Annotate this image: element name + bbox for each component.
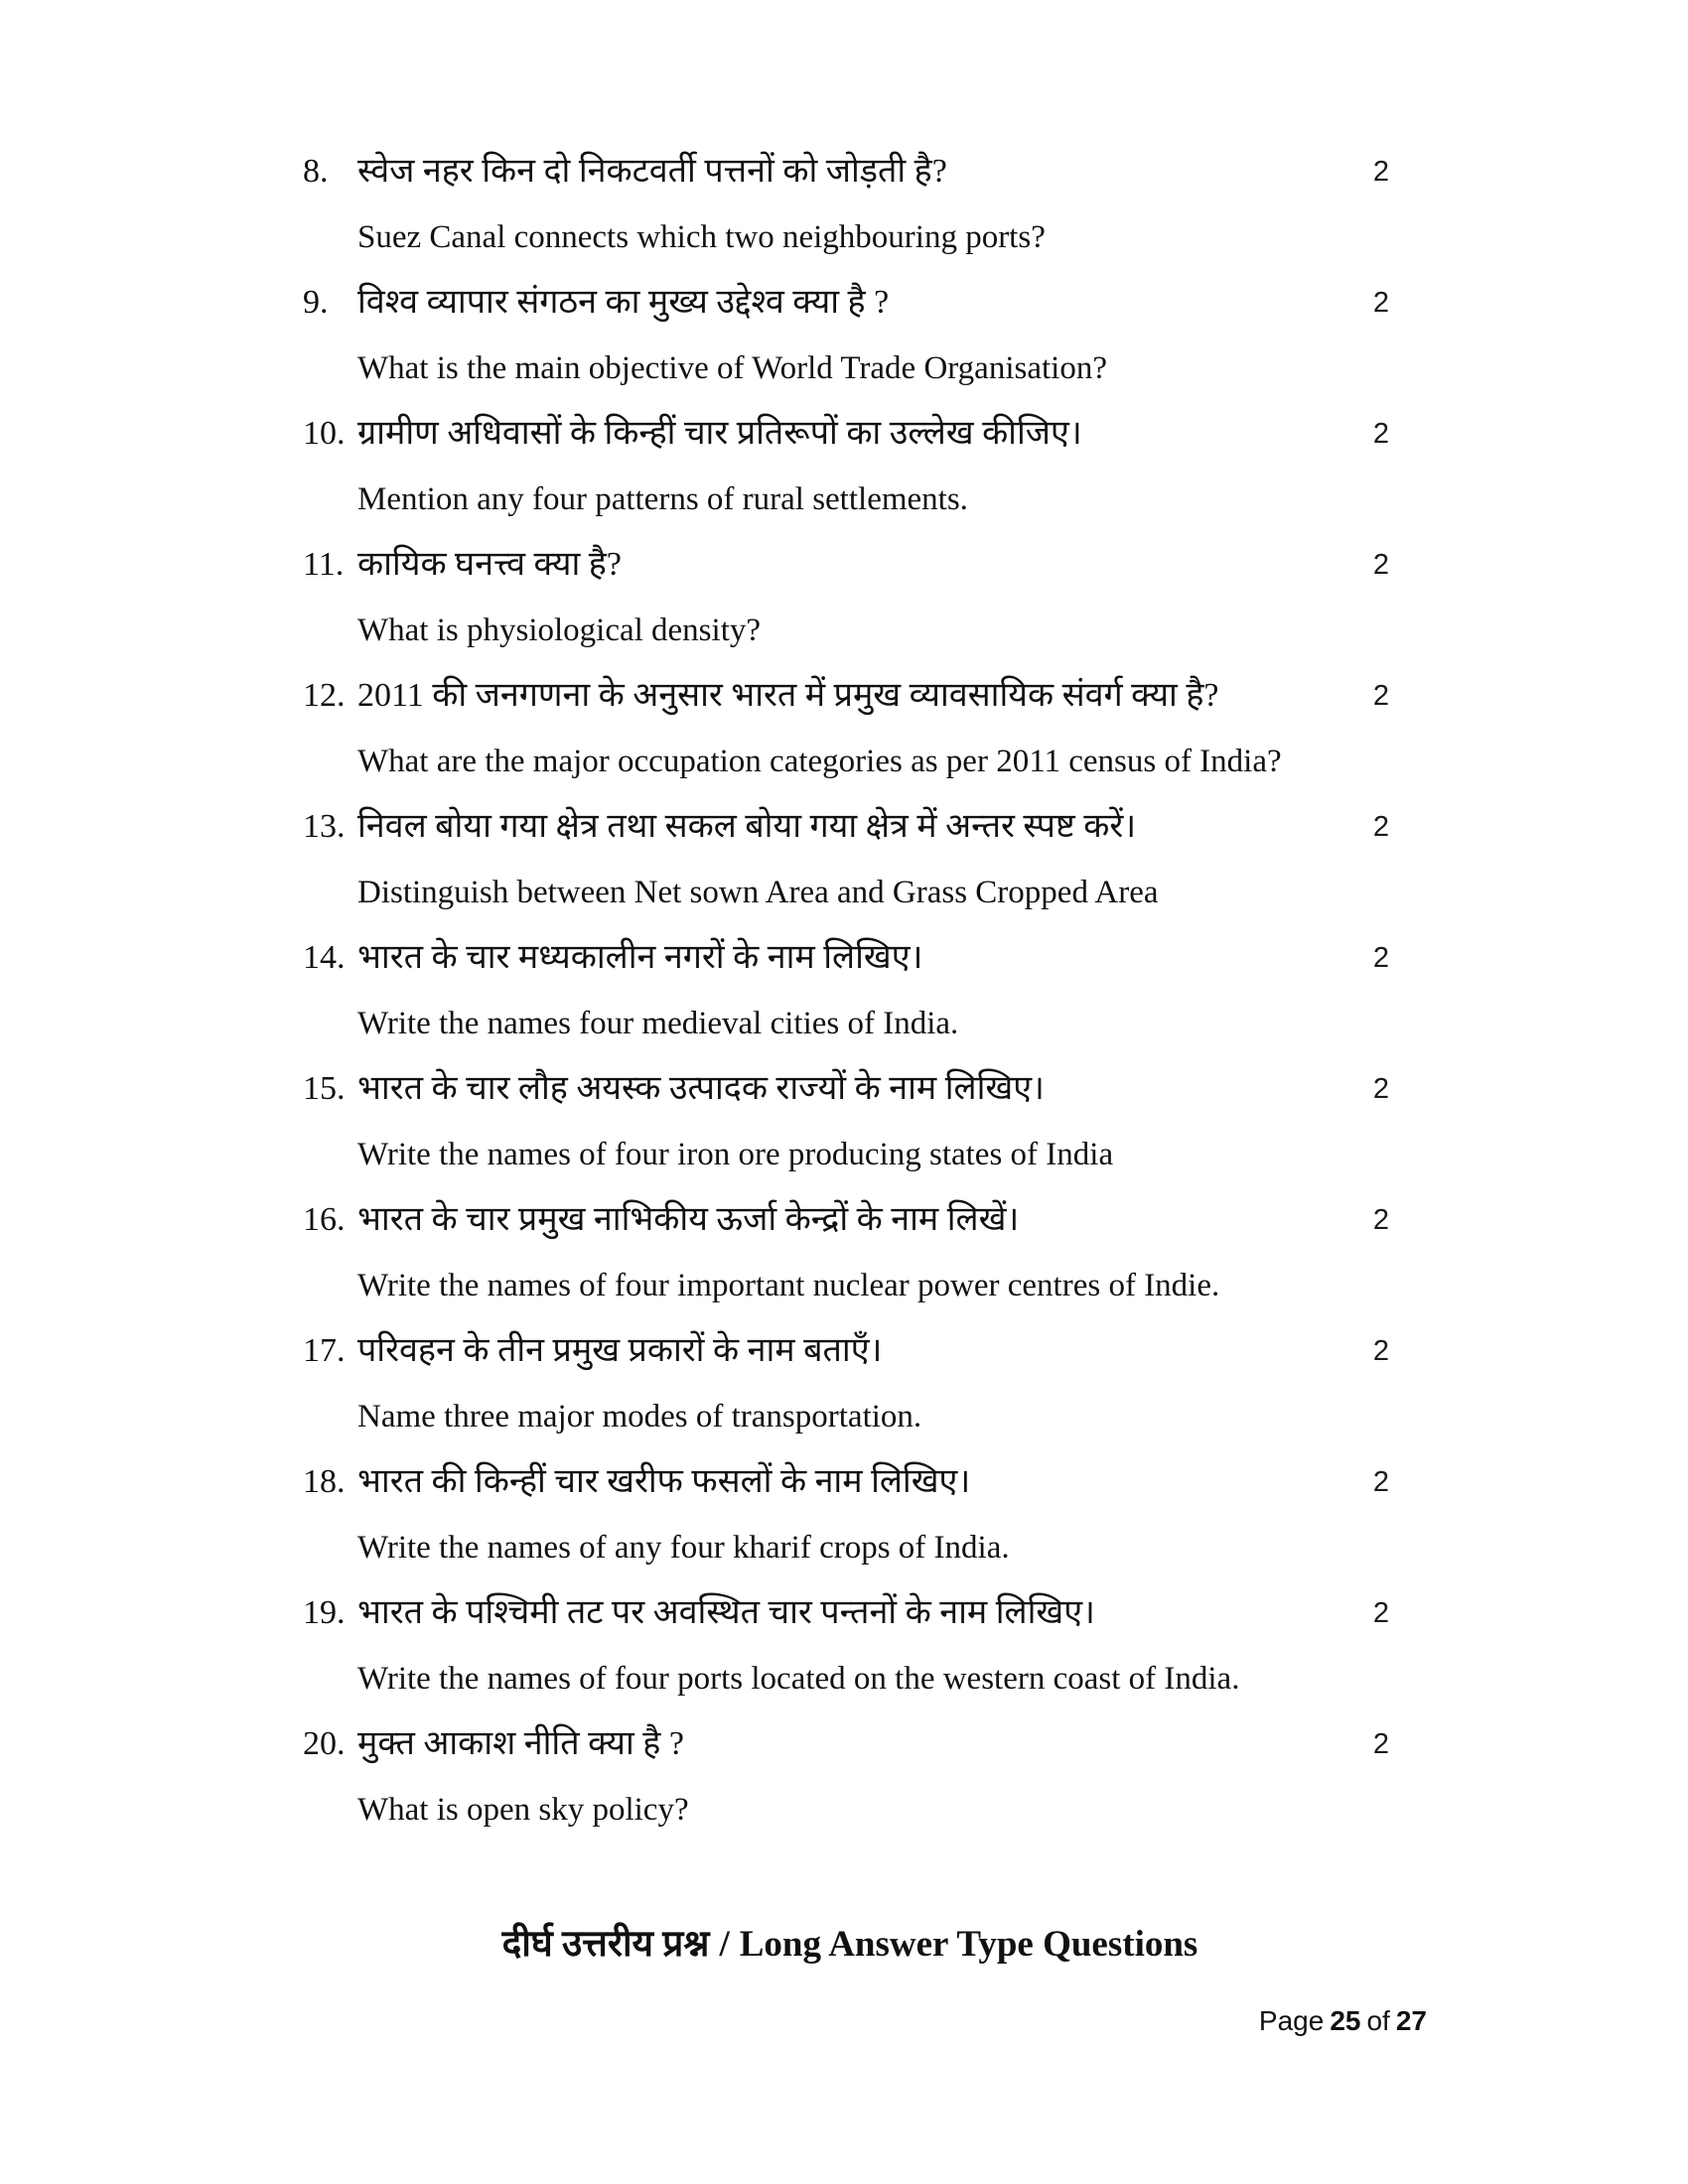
page-number-total: 27: [1395, 2005, 1427, 2036]
question-text-hindi: निवल बोया गया क्षेत्र तथा सकल बोया गया क्षेत्र में अन्तर स्पष्ट करें।: [357, 808, 1137, 845]
question-number: 14.: [303, 939, 346, 976]
question-hindi-line: [303, 794, 1397, 860]
question-item: [303, 794, 1397, 925]
question-english-line: [303, 729, 1397, 794]
question-item: [303, 1580, 1397, 1711]
question-hindi-line: [303, 925, 1397, 991]
question-text-english: What is physiological density?: [357, 613, 762, 648]
question-item: [303, 401, 1397, 532]
question-hindi-line: [303, 401, 1397, 467]
question-text-hindi: भारत के पश्चिमी तट पर अवस्थित चार पन्तनों के नाम लिखिए।: [357, 1594, 1095, 1631]
question-english-line: [303, 991, 1397, 1056]
page-number-of: of: [1366, 2005, 1390, 2036]
question-number: 9.: [303, 284, 329, 321]
question-number: 11.: [303, 546, 345, 583]
question-english-line: [303, 860, 1397, 925]
section-heading: [303, 1912, 1397, 1978]
question-text-hindi: भारत की किन्हीं चार खरीफ फसलों के नाम लिखिए।: [357, 1463, 971, 1500]
question-hindi-line: [303, 532, 1397, 598]
question-marks: 2: [1372, 1073, 1389, 1105]
question-marks: 2: [1372, 156, 1389, 188]
question-list: [303, 139, 1397, 1978]
section-heading-hindi: दीर्घ उत्तरीय प्रश्न: [501, 1924, 710, 1965]
question-english-line: [303, 1253, 1397, 1318]
question-item: [303, 1318, 1397, 1449]
question-marks: 2: [1372, 418, 1389, 450]
question-item: [303, 270, 1397, 401]
question-english-line: [303, 1646, 1397, 1711]
question-text-hindi: ग्रामीण अधिवासों के किन्हीं चार प्रतिरूपों का उल्लेख कीजिए।: [357, 415, 1082, 452]
question-text-hindi: परिवहन के तीन प्रमुख प्रकारों के नाम बताएँ।: [357, 1332, 883, 1369]
question-english-line: [303, 1777, 1397, 1843]
question-marks: 2: [1372, 680, 1389, 712]
question-number: 12.: [303, 677, 346, 714]
question-item: [303, 663, 1397, 794]
question-english-line: [303, 598, 1397, 663]
question-english-line: [303, 1515, 1397, 1580]
question-english-line: [303, 1122, 1397, 1187]
question-number: 18.: [303, 1463, 346, 1500]
question-item: [303, 1187, 1397, 1318]
question-item: [303, 1056, 1397, 1187]
question-marks: 2: [1372, 942, 1389, 974]
question-hindi-line: [303, 1449, 1397, 1515]
question-english-line: [303, 205, 1397, 270]
question-number: 15.: [303, 1070, 346, 1107]
question-number: 8.: [303, 153, 329, 190]
page-number-prefix: Page: [1258, 2005, 1325, 2036]
question-number: 20.: [303, 1725, 346, 1762]
question-text-hindi: मुक्त आकाश नीति क्या है ?: [357, 1725, 684, 1762]
question-text-hindi: स्वेज नहर किन दो निकटवर्ती पत्तनों को जोड़ती है?: [357, 153, 947, 190]
question-text-english: Suez Canal connects which two neighbouring ports?: [357, 219, 1046, 255]
question-hindi-line: [303, 270, 1397, 336]
question-text-hindi: भारत के चार लौह अयस्क उत्पादक राज्यों के नाम लिखिए।: [357, 1070, 1045, 1107]
question-item: [303, 925, 1397, 1056]
question-text-english: What is the main objective of World Trade Organisation?: [357, 350, 1107, 386]
question-text-hindi: भारत के चार प्रमुख नाभिकीय ऊर्जा केन्द्रों के नाम लिखें।: [357, 1201, 1020, 1238]
question-hindi-line: [303, 1580, 1397, 1646]
question-text-english: What are the major occupation categories as per 2011 census of India?: [357, 744, 1282, 779]
question-text-english: Write the names of four iron ore producing states of India: [357, 1137, 1114, 1172]
question-marks: 2: [1372, 1204, 1389, 1236]
question-text-english: Write the names of any four kharif crops of India.: [357, 1530, 1010, 1566]
question-item: [303, 1711, 1397, 1843]
question-english-line: [303, 1384, 1397, 1449]
question-text-english: Write the names of four important nuclear power centres of Indie.: [357, 1268, 1220, 1303]
question-number: 19.: [303, 1594, 346, 1631]
question-text-english: Mention any four patterns of rural settlements.: [357, 481, 968, 517]
question-hindi-line: [303, 1187, 1397, 1253]
question-hindi-line: [303, 1711, 1397, 1777]
question-text-english: Write the names four medieval cities of India.: [357, 1006, 959, 1041]
question-hindi-line: [303, 663, 1397, 729]
question-marks: 2: [1372, 549, 1389, 581]
question-hindi-line: [303, 139, 1397, 205]
question-number: 10.: [303, 415, 346, 452]
question-english-line: [303, 336, 1397, 401]
question-item: [303, 532, 1397, 663]
question-marks: 2: [1372, 811, 1389, 843]
question-item: [303, 1449, 1397, 1580]
question-marks: 2: [1372, 287, 1389, 319]
question-marks: 2: [1372, 1597, 1389, 1629]
question-number: 17.: [303, 1332, 346, 1369]
page-number: [1259, 2005, 1427, 2037]
question-text-english: Write the names of four ports located on the western coast of India.: [357, 1661, 1240, 1697]
question-marks: 2: [1372, 1466, 1389, 1498]
question-item: [303, 139, 1397, 270]
question-marks: 2: [1372, 1335, 1389, 1367]
section-heading-english: Long Answer Type Questions: [739, 1924, 1198, 1965]
question-text-hindi: भारत के चार मध्यकालीन नगरों के नाम लिखिए।: [357, 939, 923, 976]
question-text-english: Name three major modes of transportation.: [357, 1399, 922, 1434]
question-text-english: What is open sky policy?: [357, 1792, 689, 1828]
question-text-hindi: 2011 की जनगणना के अनुसार भारत में प्रमुख व्यावसायिक संवर्ग क्या है?: [357, 677, 1219, 714]
question-marks: 2: [1372, 1728, 1389, 1760]
question-number: 16.: [303, 1201, 346, 1238]
question-english-line: [303, 467, 1397, 532]
question-text-english: Distinguish between Net sown Area and Grass Cropped Area: [357, 875, 1159, 910]
question-hindi-line: [303, 1056, 1397, 1122]
section-heading-separator: /: [719, 1924, 730, 1965]
question-number: 13.: [303, 808, 346, 845]
question-text-hindi: विश्व व्यापार संगठन का मुख्य उद्देश्व क्या है ?: [357, 284, 890, 321]
question-text-hindi: कायिक घनत्त्व क्या है?: [357, 546, 622, 583]
page-number-current: 25: [1330, 2005, 1361, 2036]
question-hindi-line: [303, 1318, 1397, 1384]
